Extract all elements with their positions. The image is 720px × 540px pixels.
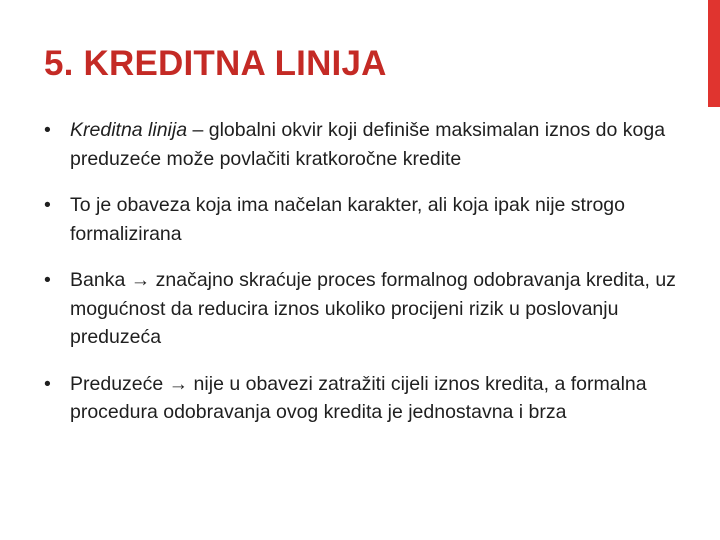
bullet-list [44, 116, 684, 445]
slide-title: 5. KREDITNA LINIJA [44, 44, 387, 83]
bullet-text: Banka → značajno skraćuje proces formalnog odobravanja kredita, uz mogućnost da reducira iznos ukoliko procijeni rizik u poslovanju preduzeća [70, 269, 676, 348]
bullet-text: – globalni okvir koji definiše maksimalan iznos do koga preduzeće može povlačiti kratkoročne kredite [70, 119, 666, 170]
bullet-item-3 [44, 266, 684, 352]
bullet-text: To je obaveza koja ima načelan karakter, ali koja ipak nije strogo formalizirana [70, 194, 625, 245]
bullet-icon: • [44, 269, 51, 291]
bullet-term: Kreditna linija [70, 119, 188, 141]
bullet-icon: • [44, 194, 51, 216]
bullet-icon: • [44, 372, 51, 395]
bullet-item-1 [44, 116, 684, 173]
bullet-icon: • [44, 119, 51, 141]
bullet-text: Preduzeće → nije u obavezi zatražiti cijeli iznos kredita, a formalna procedura odobravanja ovog kredita je jednostavna i brza [70, 372, 647, 423]
bullet-item-4 [44, 370, 684, 427]
accent-bar [708, 0, 720, 107]
bullet-item-2 [44, 191, 684, 248]
